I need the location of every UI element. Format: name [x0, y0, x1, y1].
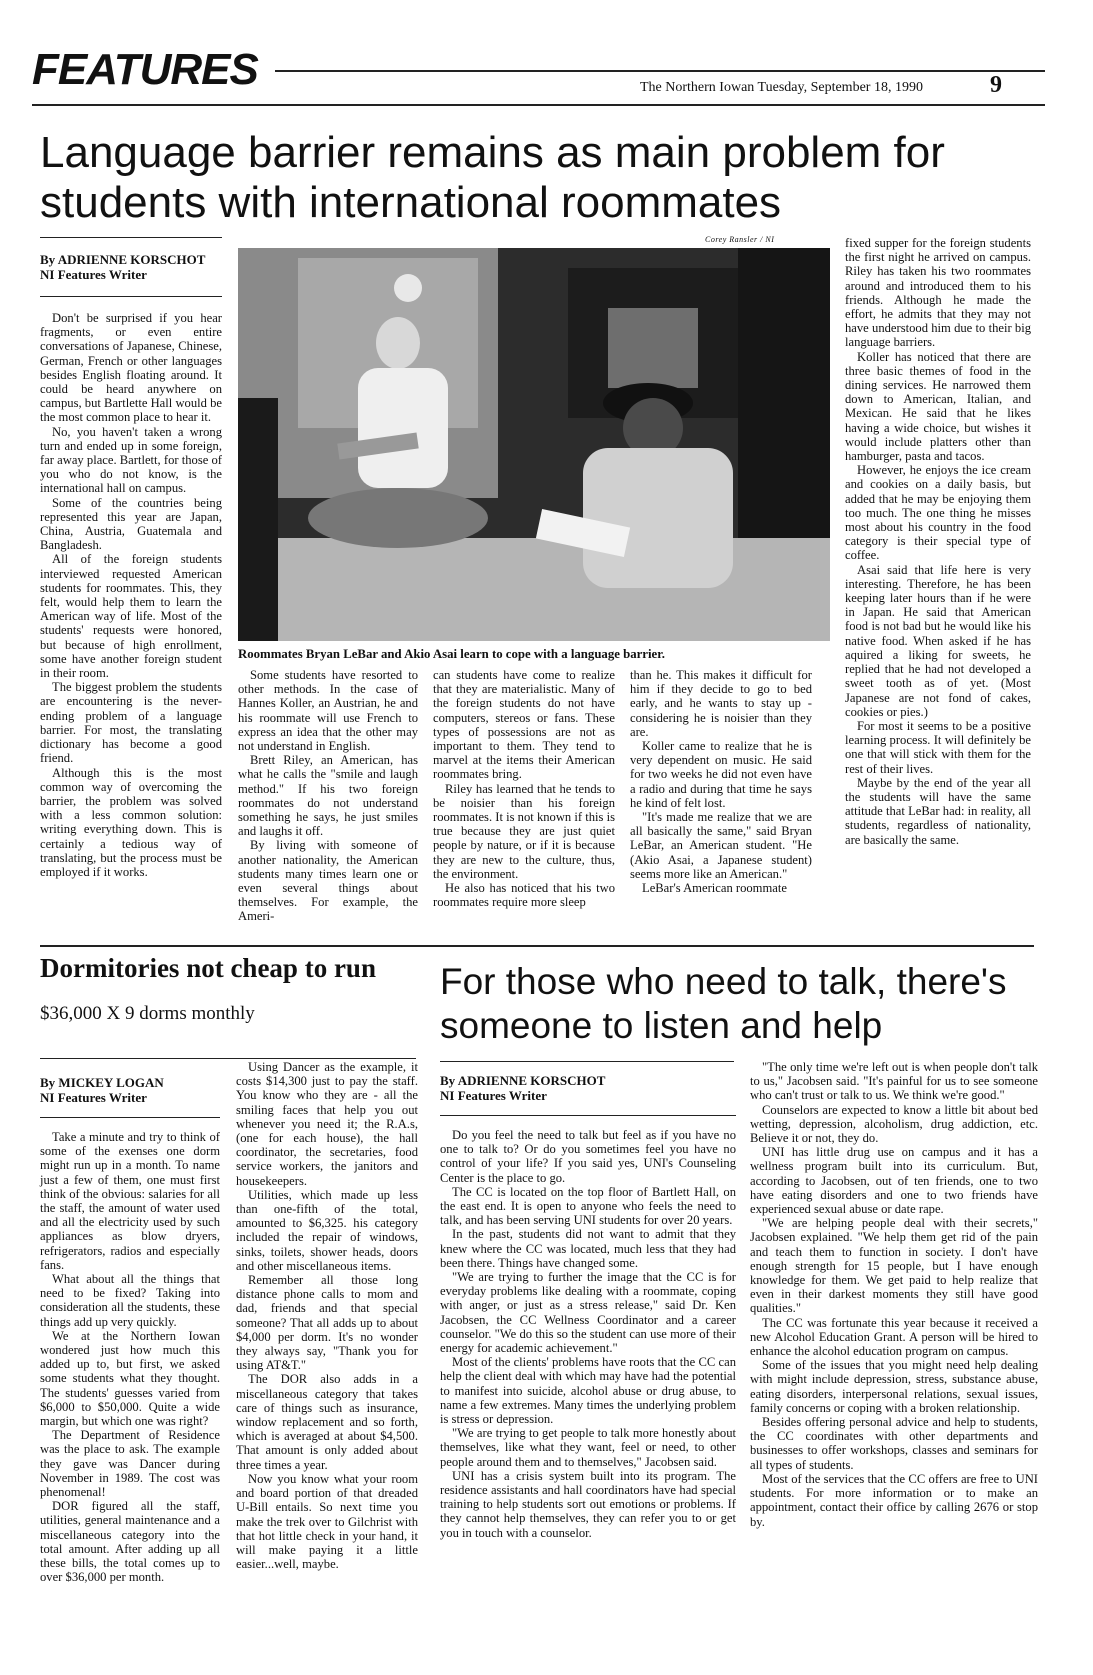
story1-headline [40, 128, 1060, 228]
paragraph: Take a minute and try to think of some of the exenses one dorm might run up in a month. To name just a few of them, one must first think of the obvious: salaries for all the staff, the amount of water used and all the electricity used by such appliances as blow dryers, refrigerators, radios and especially fans. [40, 1130, 220, 1272]
story2-rule [40, 1058, 416, 1059]
paragraph: Counselors are expected to know a little bit about bed wetting, depression, alcoholism, drug addiction, etc. Believe it or not, they do. [750, 1102, 1038, 1146]
story3-headline [440, 960, 1040, 1048]
page-number: 9 [990, 72, 1002, 98]
paragraph: Utilities, which made up less than one-fifth of the total, amounted to $6,325. his category included the repair of windows, sinks, toilets, shower heads, doors and other miscellaneous items. [236, 1187, 418, 1273]
story2-byline-name: By MICKEY LOGAN [40, 1075, 164, 1090]
story3-col2 [750, 1060, 1038, 1529]
story3-headline-line2: someone to listen and help [440, 1005, 883, 1046]
story1-col4 [630, 668, 812, 895]
story1-byline-title: NI Features Writer [40, 267, 147, 282]
paragraph: Some of the issues that you might need help dealing with might include depression, stress, substance abuse, eating disorders, interpersonal relations, sexual issues, family concerns or coping with a broken relationship. [750, 1358, 1038, 1415]
story1-col3 [433, 668, 615, 909]
paragraph: The CC was fortunate this year because it received a new Alcohol Education Grant. A person will be hired to enhance the alcohol education program on campus. [750, 1315, 1038, 1359]
paragraph: Using Dancer as the example, it costs $14,300 just to pay the staff. You know who they are - all the smiling faces that help you out whenever you need it; the R.A.s, (one for each house), the hall coordinator, the secretaries, food service workers, the janitors and housekeepers. [236, 1060, 418, 1188]
story1-col2 [238, 668, 418, 924]
story3-col1 [440, 1073, 736, 1540]
paragraph: can students have come to realize that they are materialistic. Many of the foreign students do not have computers, stereos or fans. These types of possessions are not as important to them. They tend to marvel at the items their American roommates bring. [433, 668, 615, 782]
paragraph: What about all the things that need to be fixed? Taking into consideration all the students, these things add up very quickly. [40, 1272, 220, 1329]
paragraph: Some students have resorted to other methods. In the case of Hannes Koller, an Austrian, he and his roommate will use French to express an idea that the other may not understand in English. [238, 668, 418, 754]
paragraph: UNI has a crisis system built into its program. The residence assistants and hall coordinators have had special training to help students sort out emotions or problems. If they cannot help themselves, they can refer you to or get you in touch with a counselor. [440, 1468, 736, 1540]
story1-byline-name: By ADRIENNE KORSCHOT [40, 252, 206, 267]
paragraph: We at the Northern Iowan wondered just how much this added up to, but first, we asked some students what they thought. The students' guesses varied from $6,000 to $50,000. Quite a wide margin, but which one was right? [40, 1328, 220, 1429]
story3-rule [440, 1061, 734, 1062]
story2-col2 [236, 1060, 418, 1571]
paragraph: DOR figured all the staff, utilities, general maintenance and a miscellaneous category into the total amount. After adding up all these bills, the total comes up to over $36,000 per month. [40, 1499, 220, 1585]
story1-col1 [40, 252, 222, 879]
paragraph: For most it seems to be a positive learning process. It will definitely be one that will stick with them for the rest of their lives. [845, 718, 1031, 776]
paragraph: Some of the countries being represented this year are Japan, China, Austria, Guatemala and Bangladesh. [40, 495, 222, 553]
paragraph: The biggest problem the students are encountering is the never-ending problem of a language barrier. For most, the translating dictionary has become a good friend. [40, 680, 222, 766]
paragraph: "It's made me realize that we are all basically the same," said Bryan LeBar, an American student. "He (Akio Asai, a Japanese student) seems more like an American." [630, 810, 812, 881]
story2-subhead: $36,000 X 9 dorms monthly [40, 1003, 255, 1024]
paragraph: By living with someone of another nationality, the American students many times learn one or even several things about themselves. For example, the Ameri- [238, 838, 418, 924]
paragraph: Do you feel the need to talk but feel as if you have no one to talk to? Or do you sometimes feel you have no control of your life? If you said yes, UNI's Counseling Center is the place to go. [440, 1128, 736, 1185]
photo-credit: Corey Ransler / NI [705, 235, 775, 244]
story1-col5 [845, 236, 1031, 847]
masthead-info [640, 80, 923, 96]
paragraph: Although this is the most common way of overcoming the barrier, the problem was solved with a less common solution: writing everything down. This is certainly a tedious way of translating, but the process must be employed if it works. [40, 765, 222, 879]
paragraph: Riley has learned that he tends to be noisier than his foreign roommates. It is not known if this is true because they are just quiet people by nature, or if it is because they are new to the culture, thus, the environment. [433, 781, 615, 881]
section-title: FEATURES [32, 45, 258, 94]
photo-illustration [238, 248, 830, 641]
photo-caption: Roommates Bryan LeBar and Akio Asai learn to cope with a language barrier. [238, 647, 665, 661]
paragraph: However, he enjoys the ice cream and cookies on a daily basis, but added that he may be enjoying them too much. The one thing he misses most about his country in the food category is their special type of coffee. [845, 463, 1031, 563]
paragraph: "We are helping people deal with their secrets," Jacobsen explained. "We help them get rid of the pain and teach them to function in society. I don't have enough strength for 15 people, but I have enough knowledge for them. We get paid to help realize that even in their darkest moments they still have good qualities." [750, 1216, 1038, 1316]
paragraph: Brett Riley, an American, has what he calls the "smile and laugh method." If his two foreign roommates do not understand something he says, he just smiles and laughs it off. [238, 753, 418, 839]
story1-headline-line2: students with international roommates [40, 178, 782, 227]
paragraph: Remember all those long distance phone calls to mom and dad, friends and that special someone? That all adds up to about $4,000 per dorm. It's no wonder they always say, "Thank you for using AT&T." [236, 1273, 418, 1373]
paragraph: fixed supper for the foreign students the first night he arrived on campus. Riley has taken his two roommates around and introduced them to his friends. Although he made the effort, he admits that they may not have understood him due to their big language barriers. [845, 236, 1031, 350]
paragraph: Koller has noticed that there are three basic themes of food in the dining services. He narrowed them down to American, Italian, and Mexican. He said that he likes having a wide choice, but wishes it would include platters other than hamburger, pasta and tacos. [845, 349, 1031, 464]
paragraph: Asai said that life here is very interesting. Therefore, he has been keeping later hours than if he were in Japan. He said that American food is not bad but he would like his native food. When asked if he has aquired a liking for sweets, he replied that he had not developed a sweet tooth as of yet. (Most Japanese are not fond of cakes, cookies or pies.) [845, 562, 1031, 719]
paragraph: The DOR also adds in a miscellaneous category that takes care of things such as insurance, window replacement and so forth, which is averaged at about $4,500. That amount is only added about three times a year. [236, 1372, 418, 1472]
photo-roommates [238, 248, 830, 641]
story3-headline-line1: For those who need to talk, there's [440, 961, 1007, 1002]
paper-name: The Northern Iowan [640, 80, 755, 95]
paragraph: Besides offering personal advice and help to students, the CC coordinates with other departments and businesses to offer workshops, classes and seminars for all types of students. [750, 1415, 1038, 1472]
paragraph: Most of the services that the CC offers are free to UNI students. For more information or to make an appointment, contact their office by calling 2676 or stop by. [750, 1471, 1038, 1529]
story1-byline-rule [40, 237, 222, 238]
story2-byline-title: NI Features Writer [40, 1090, 147, 1105]
story2-col1 [40, 1075, 220, 1585]
paragraph: Most of the clients' problems have roots that the CC can help the client deal with which may have had the potential to manifest into suicide, alcohol abuse or drug abuse, to name a few extremes. Many times the underlying problem is stress or depression. [440, 1355, 736, 1427]
issue-date: Tuesday, September 18, 1990 [757, 80, 923, 95]
paragraph: Maybe by the end of the year all the students will have the same attitude that LeBar had: in reality, all students, regardless of nationality, are basically the same. [845, 775, 1031, 847]
paragraph: Now you know what your room and board portion of that dreaded U-Bill entails. So next time you make the trek over to Gilchrist with that hot little check in your hand, it will make paying it a little easier...well, maybe. [236, 1471, 418, 1572]
paragraph: Koller came to realize that he is very dependent on music. He said for two weeks he did not even have a radio and during that time he says he kind of felt lost. [630, 739, 812, 810]
paragraph: The Department of Residence was the place to ask. The example they gave was Dancer during November in 1989. The cost was phenomenal! [40, 1428, 220, 1500]
story3-byline-title: NI Features Writer [440, 1088, 547, 1103]
masthead-rule-top [275, 70, 1045, 72]
paragraph: In the past, students did not want to admit that they knew where the CC was located, much less that they had been there. Things have changed some. [440, 1227, 736, 1270]
lower-section-rule [40, 945, 1034, 947]
paragraph: than he. This makes it difficult for him if they decide to go to bed early, and he wants to stay up - considering he is noisier than they are. [630, 668, 812, 739]
paragraph: No, you haven't taken a wrong turn and ended up in some foreign, far away place. Bartlett, for those of you who do not know, is the international hall on campus. [40, 424, 222, 496]
paragraph: LeBar's American roommate [642, 881, 787, 896]
paragraph: "We are trying to get people to talk more honestly about themselves, like what they want, feel or need, to other people around them and to themselves," Jacobsen said. [440, 1426, 736, 1469]
paragraph: Don't be surprised if you hear fragments, or even entire conversations of Japanese, Chinese, German, French or other languages besides English floating around. It could be heard anywhere on campus, but Bartlette Hall would be the most common place to hear it. [40, 311, 222, 425]
paragraph: UNI has little drug use on campus and it has a wellness program built into its curriculum. But, according to Jacobsen, out of ten friends, one to two have eating disorders and one to two friends have experienced sexual abuse or date rape. [750, 1145, 1038, 1217]
paragraph: "The only time we're left out is when people don't talk to us," Jacobsen said. "It's painful for us to see someone who can't trust or talk to us. We think we're good." [750, 1060, 1038, 1103]
paragraph: All of the foreign students interviewed requested American students for roommates. This, they felt, would help them to learn the American way of life. Most of the students' requests were honored, but because of high enrollment, some have another foreign student in their room. [40, 552, 222, 681]
paragraph: The CC is located on the top floor of Bartlett Hall, on the east end. It is open to anyone who feels the need to talk, and has been serving UNI students for over 20 years. [440, 1184, 736, 1228]
story2-headline: Dormitories not cheap to run [40, 953, 376, 983]
paragraph: "We are trying to further the image that the CC is for everyday problems like dealing with a roommate, coping with anger, or just as a stress release," said Dr. Ken Jacobsen, the CC Wellness Coordinator and a career counselor. "We do this so the student can use more of their energy for academic achievement." [440, 1270, 736, 1356]
paragraph: He also has noticed that his two roommates require more sleep [433, 881, 615, 910]
masthead-rule-bottom [32, 104, 1045, 106]
story3-byline-name: By ADRIENNE KORSCHOT [440, 1073, 606, 1088]
story1-headline-line1: Language barrier remains as main problem for [40, 128, 945, 177]
